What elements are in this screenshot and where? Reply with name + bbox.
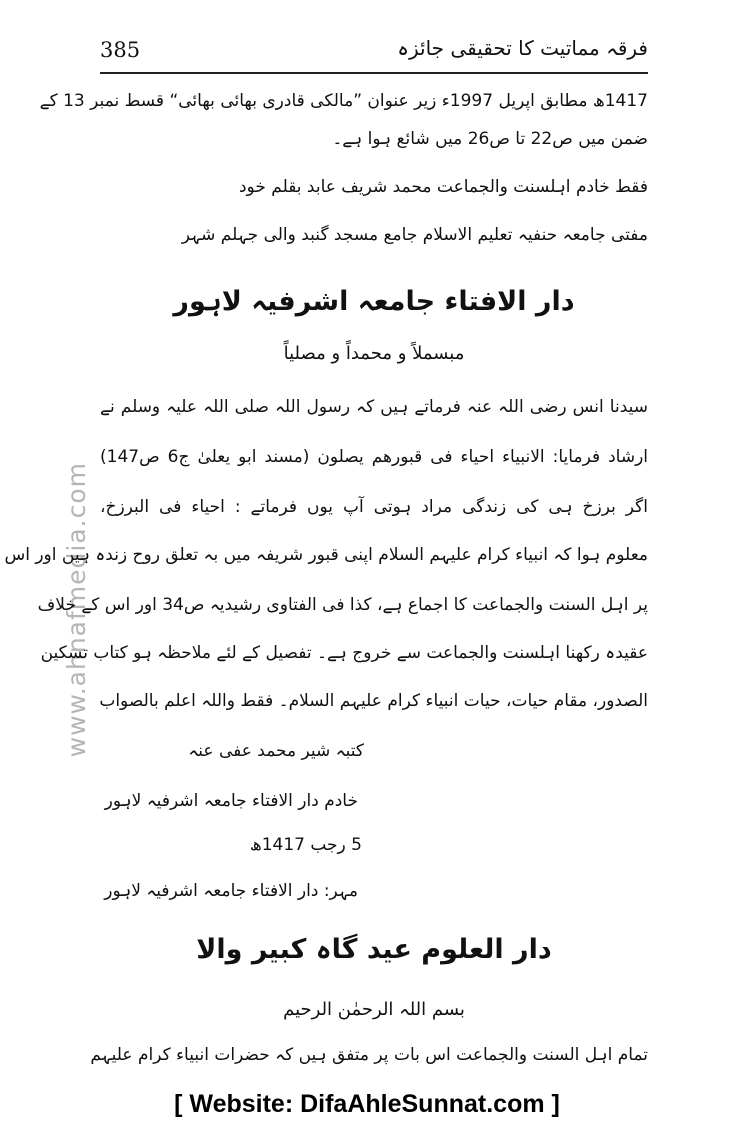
section1-line-2: ارشاد فرمایا: الانبیاء احیاء فی قبورھم یصلون (مسند ابو یعلیٰ ج6 ص147): [100, 447, 648, 467]
signoff-author: کتبہ شیر محمد عفی عنہ: [188, 741, 364, 761]
page-header: [100, 34, 648, 70]
signature-line-1: فقط خادم اہلسنت والجماعت محمد شریف عابد بقلم خود: [238, 177, 648, 197]
section1-title: دار الافتاء جامعہ اشرفیہ لاہور: [173, 286, 575, 317]
intro-line-2: ضمن میں ص22 تا ص26 میں شائع ہوا ہے۔: [332, 129, 648, 149]
section1-line-6: عقیدہ رکھنا اہلسنت والجماعت سے خروج ہے۔ تفصیل کے لئے ملاحظہ ہو کتاب تسکین: [40, 643, 648, 663]
section2-line-1: تمام اہل السنت والجماعت اس بات پر متفق ہیں کہ حضرات انبیاء کرام علیہم: [90, 1045, 648, 1065]
bismillah: بسم اللہ الرحمٰن الرحیم: [283, 999, 465, 1020]
section1-line-7: الصدور، مقام حیات، حیات انبیاء کرام علیہم السلام۔ فقط واللہ اعلم بالصواب: [99, 691, 648, 711]
watermark-text: www.ahnafmedia.com: [61, 462, 91, 758]
page-number: 385: [100, 38, 141, 62]
intro-line-1: 1417ھ مطابق اپریل 1997ء زیر عنوان ”مالکی قادری بھائی بھائی“ قسط نمبر 13 کے: [39, 91, 648, 111]
header-rule: [100, 72, 648, 74]
signoff-title: خادم دار الافتاء جامعہ اشرفیہ لاہور: [104, 791, 358, 811]
section1-line-5: پر اہل السنت والجماعت کا اجماع ہے، کذا فی الفتاوی رشیدیہ ص34 اور اس کے خلاف: [37, 595, 648, 615]
section1-line-4: معلوم ہوا کہ انبیاء کرام علیہم السلام اپنی قبور شریفہ میں بہ تعلق روح زندہ ہیں اور اس: [4, 545, 648, 565]
running-title: فرقہ مماتیت کا تحقیقی جائزہ: [397, 36, 648, 60]
section2-title: دار العلوم عید گاہ کبیر والا: [196, 934, 552, 965]
section1-line-3: اگر برزخ ہی کی زندگی مراد ہوتی آپ یوں فرماتے : احیاء فی البرزخ،: [100, 497, 648, 517]
signoff-seal: مہر: دار الافتاء جامعہ اشرفیہ لاہور: [104, 881, 358, 901]
section1-line-1: سیدنا انس رضی اللہ عنہ فرماتے ہیں کہ رسول اللہ صلی اللہ علیہ وسلم نے: [100, 397, 648, 417]
signature-line-2: مفتی جامعہ حنفیہ تعلیم الاسلام جامع مسجد گنبد والی جہلم شہر: [181, 225, 648, 245]
signoff-date: 5 رجب 1417ھ: [249, 835, 362, 855]
footer-website: [ Website: DifaAhleSunnat.com ]: [174, 1090, 560, 1118]
section1-subtitle: مبسملاً و محمداً و مصلیاً: [283, 343, 465, 364]
